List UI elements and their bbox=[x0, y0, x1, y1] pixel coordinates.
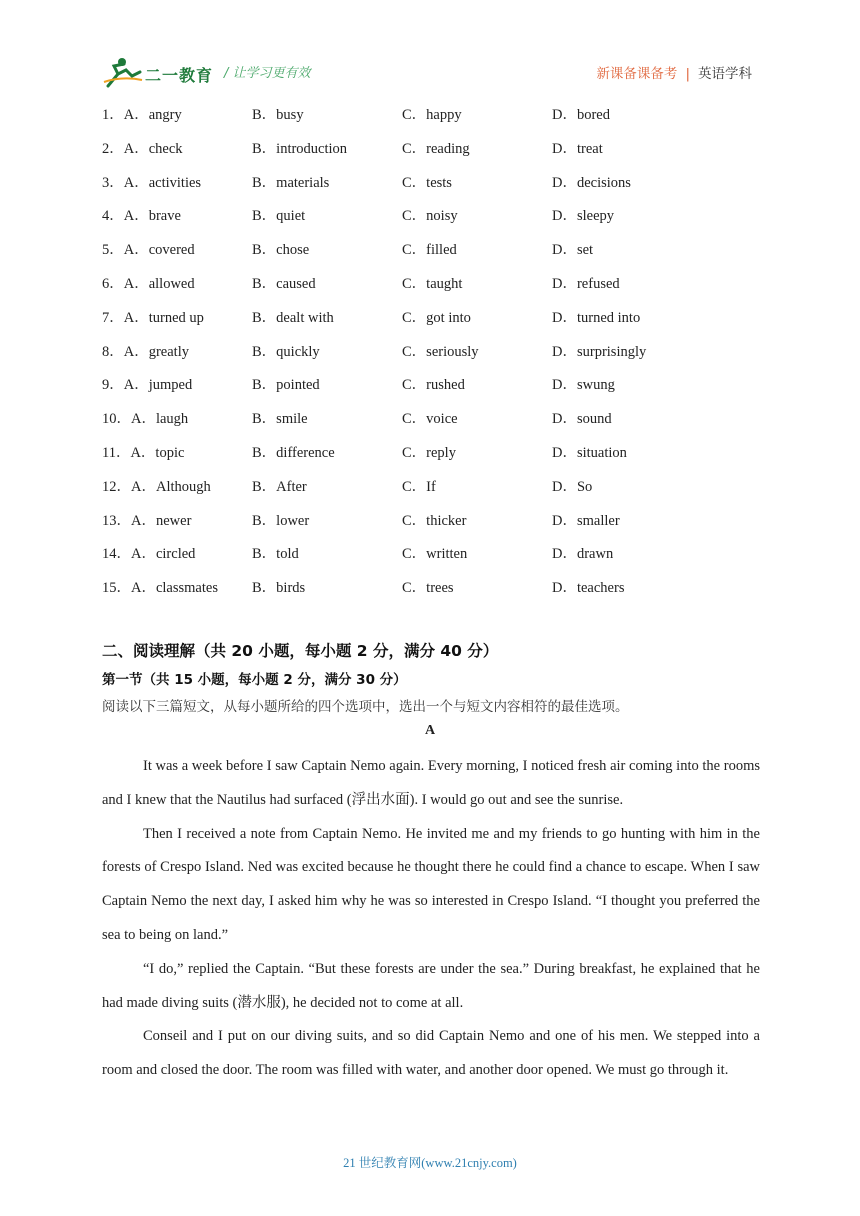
option-b: B．dealt with bbox=[252, 309, 334, 326]
option-b: B．pointed bbox=[252, 377, 320, 394]
option-d: D．sleepy bbox=[552, 208, 615, 225]
option-d: D．situation bbox=[552, 444, 627, 461]
brand-name: 二一教育 bbox=[145, 66, 214, 85]
option-b: B．materials bbox=[252, 174, 330, 191]
reading-passage bbox=[102, 750, 760, 1088]
option-row bbox=[102, 407, 762, 441]
option-c: C．taught bbox=[402, 275, 463, 292]
option-a: 3．A．activities bbox=[102, 174, 202, 191]
option-a: 13．A．newer bbox=[102, 512, 192, 529]
section-title: 二、阅读理解（共 20 小题，每小题 2 分，满分 40 分） bbox=[102, 642, 499, 660]
option-a: 1．A．angry bbox=[102, 107, 182, 123]
option-a: 9．A．jumped bbox=[102, 377, 193, 394]
option-row bbox=[102, 509, 762, 543]
option-a: 15．A．classmates bbox=[102, 580, 218, 597]
passage-label: A bbox=[424, 723, 436, 738]
option-row bbox=[102, 272, 762, 306]
option-b: B．difference bbox=[252, 444, 335, 461]
option-a: 4．A．brave bbox=[102, 208, 181, 225]
option-d: D．treat bbox=[552, 140, 603, 157]
option-d: D．bored bbox=[552, 107, 610, 123]
option-row bbox=[102, 576, 762, 610]
option-row bbox=[102, 204, 762, 238]
page-header bbox=[0, 0, 860, 100]
option-a: 14．A．circled bbox=[102, 546, 196, 563]
option-a: 5．A．covered bbox=[102, 242, 195, 259]
option-b: B．quickly bbox=[252, 343, 320, 360]
option-row bbox=[102, 103, 762, 137]
page-footer: 21 世纪教育网(www.21cnjy.com) bbox=[343, 1156, 517, 1170]
option-c: C．trees bbox=[402, 580, 454, 597]
options-table bbox=[102, 103, 762, 610]
option-b: B．lower bbox=[252, 512, 310, 529]
option-d: D．refused bbox=[552, 275, 620, 292]
passage-paragraph: “I do,” replied the Captain. “But these forests are under the sea.” During breakfast, he explained that he had made diving suits (潜水服), he decided not to come at all. bbox=[102, 960, 760, 1011]
option-row bbox=[102, 542, 762, 576]
option-b: B．chose bbox=[252, 242, 310, 259]
header-course-subject bbox=[596, 62, 752, 82]
option-row bbox=[102, 475, 762, 509]
option-row bbox=[102, 171, 762, 205]
option-row bbox=[102, 238, 762, 272]
option-a: 12．A．Although bbox=[102, 478, 211, 495]
passage-paragraph: It was a week before I saw Captain Nemo again. Every morning, I noticed fresh air coming into the rooms and I knew that the Nautilus had surfaced (浮出水面). I would go out and see the sunrise. bbox=[102, 758, 760, 808]
option-b: B．birds bbox=[252, 580, 306, 597]
option-c: C．thicker bbox=[402, 512, 467, 529]
option-a: 6．A．allowed bbox=[102, 275, 195, 292]
option-d: D．teachers bbox=[552, 580, 625, 597]
option-c: C．filled bbox=[402, 242, 457, 259]
subject-label: 英语学科 bbox=[698, 66, 752, 82]
option-c: C．reply bbox=[402, 444, 456, 461]
option-d: D．So bbox=[552, 478, 593, 495]
option-b: B．busy bbox=[252, 107, 304, 123]
slogan: / 让学习更有效 bbox=[224, 66, 311, 81]
option-b: B．smile bbox=[252, 411, 308, 428]
option-c: C．noisy bbox=[402, 208, 458, 225]
option-d: D．surprisingly bbox=[552, 343, 647, 360]
option-a: 7．A．turned up bbox=[102, 309, 204, 326]
option-a: 11．A．topic bbox=[102, 444, 185, 461]
course-label: 新课备课备考 bbox=[596, 66, 678, 82]
option-d: D．turned into bbox=[552, 309, 641, 326]
option-c: C．rushed bbox=[402, 377, 465, 394]
option-d: D．smaller bbox=[552, 512, 620, 529]
option-row bbox=[102, 373, 762, 407]
section-subtitle: 第一节（共 15 小题，每小题 2 分，满分 30 分） bbox=[102, 672, 407, 688]
option-b: B．After bbox=[252, 478, 307, 495]
option-c: C．voice bbox=[402, 411, 458, 428]
option-b: B．told bbox=[252, 546, 299, 563]
option-row bbox=[102, 340, 762, 374]
passage-paragraph: Then I received a note from Captain Nemo. He invited me and my friends to go hunting with him in the forests of Crespo Island. Ned was excited because he thought there he could find a chance to escape. When I saw Captain Nemo the next day, I asked him why he was so interested in Crespo Island. “I thought you preferred the sea to being on land.” bbox=[102, 825, 760, 943]
option-c: C．got into bbox=[402, 309, 471, 326]
option-a: 2．A．check bbox=[102, 140, 183, 157]
option-c: C．seriously bbox=[402, 343, 479, 360]
option-row bbox=[102, 137, 762, 171]
option-b: B．caused bbox=[252, 275, 316, 292]
option-c: C．written bbox=[402, 546, 468, 563]
option-a: 10．A．laugh bbox=[102, 411, 189, 428]
option-b: B．introduction bbox=[252, 140, 348, 157]
section-instruction: 阅读以下三篇短文，从每小题所给的四个选项中，选出一个与短文内容相符的最佳选项。 bbox=[102, 699, 629, 715]
option-d: D．sound bbox=[552, 411, 612, 428]
option-d: D．decisions bbox=[552, 174, 631, 191]
passage-paragraph: Conseil and I put on our diving suits, and so did Captain Nemo and one of his men. We stepped into a room and closed the door. The room was filled with water, and another door opened. We must go through it. bbox=[102, 1028, 760, 1079]
option-c: C．happy bbox=[402, 107, 462, 123]
option-row bbox=[102, 441, 762, 475]
header-separator: | bbox=[685, 66, 690, 82]
option-c: C．tests bbox=[402, 174, 452, 191]
option-d: D．set bbox=[552, 242, 594, 259]
option-d: D．swung bbox=[552, 377, 615, 394]
option-row bbox=[102, 306, 762, 340]
option-b: B．quiet bbox=[252, 208, 306, 225]
option-d: D．drawn bbox=[552, 546, 614, 563]
option-a: 8．A．greatly bbox=[102, 343, 189, 360]
option-c: C．If bbox=[402, 478, 436, 495]
option-c: C．reading bbox=[402, 140, 470, 157]
